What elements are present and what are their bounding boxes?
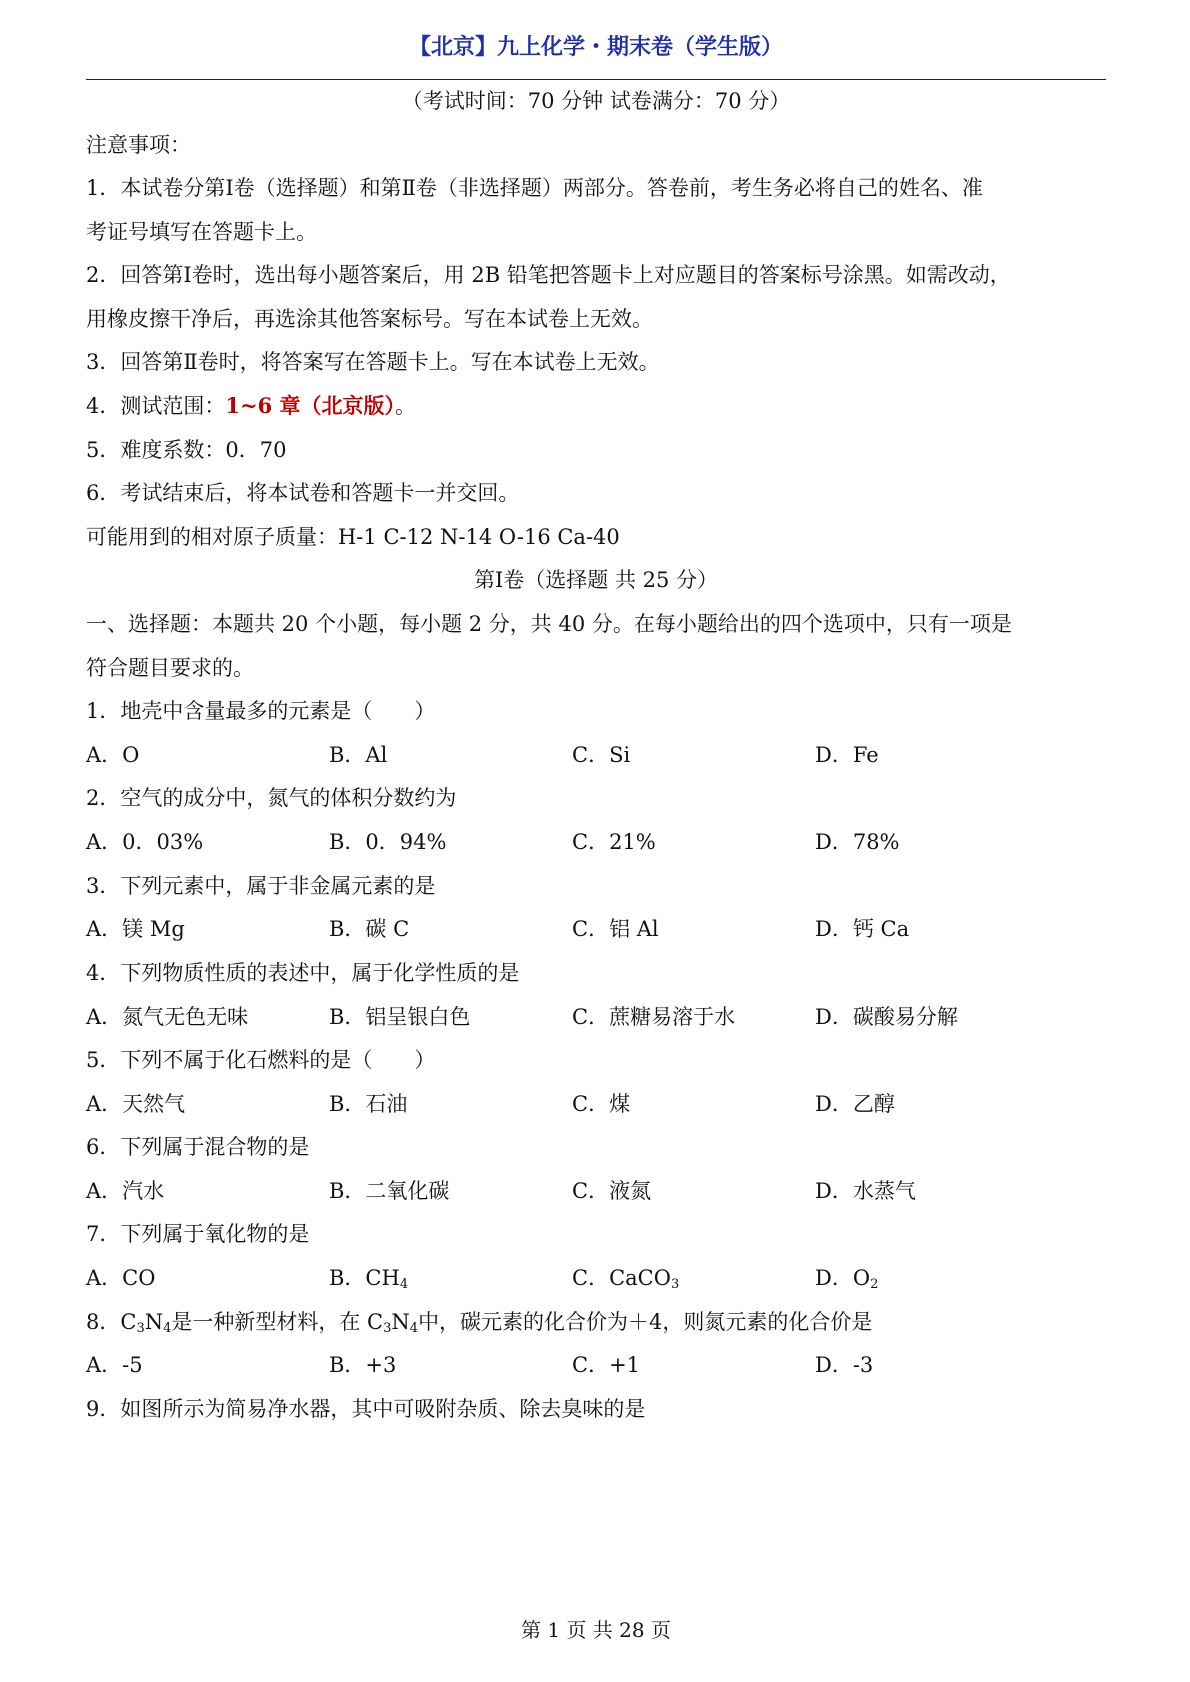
section-desc-a: 一、选择题：本题共 20 个小题，每小题 2 分，共 40 分。在每小题给出的四个选项中，只有一项是	[86, 612, 1012, 636]
option-c[interactable]: C．铝 Al	[572, 917, 659, 941]
question-stem: 3．下列元素中，属于非金属元素的是	[86, 874, 436, 898]
subscript: 4	[409, 1321, 419, 1336]
notice-item-1b: 考证号填写在答题卡上。	[86, 220, 317, 244]
option-c[interactable]: C．Si	[572, 743, 631, 767]
option-a[interactable]: A．天然气	[86, 1092, 186, 1116]
option-a[interactable]: A．-5	[86, 1353, 143, 1377]
section-title: 第Ⅰ卷（选择题 共 25 分）	[473, 568, 719, 592]
subscript: 2	[870, 1277, 879, 1292]
exam-info: （考试时间：70 分钟 试卷满分：70 分）	[401, 89, 791, 113]
question-options	[86, 914, 1106, 944]
question-stem: 9．如图所示为简易净水器，其中可吸附杂质、除去臭味的是	[86, 1397, 646, 1421]
notice-item-5: 5．难度系数：0．70	[86, 438, 287, 462]
option-d[interactable]	[815, 1263, 878, 1293]
option-d[interactable]: D．Fe	[815, 743, 879, 767]
option-c[interactable]: C．液氮	[572, 1179, 652, 1203]
option-a[interactable]: A．镁 Mg	[86, 917, 185, 941]
option-a[interactable]: A．氮气无色无味	[86, 1005, 249, 1029]
subscript: 3	[383, 1321, 392, 1336]
notice-item-4-prefix: 4．测试范围：	[86, 394, 226, 418]
option-d[interactable]: D．碳酸易分解	[815, 1005, 958, 1029]
option-a[interactable]: A．汽水	[86, 1179, 165, 1203]
notice-item-6: 6．考试结束后，将本试卷和答题卡一并交回。	[86, 481, 520, 505]
option-d[interactable]: D．乙醇	[815, 1092, 895, 1116]
page-footer: 第 1 页 共 28 页	[521, 1618, 671, 1642]
header-divider	[86, 79, 1106, 80]
question-options	[86, 1350, 1106, 1380]
notice-item-3: 3．回答第Ⅱ卷时，将答案写在答题卡上。写在本试卷上无效。	[86, 350, 660, 374]
notice-title: 注意事项：	[86, 133, 191, 157]
stem-text: N	[144, 1310, 164, 1334]
question-options	[86, 1263, 1106, 1293]
question-stem: 2．空气的成分中，氮气的体积分数约为	[86, 786, 457, 810]
stem-text: N	[391, 1310, 410, 1334]
question-stem: 7．下列属于氧化物的是	[86, 1222, 310, 1246]
question-options	[86, 740, 1106, 770]
option-c[interactable]: C．煤	[572, 1092, 631, 1116]
notice-item-4-suffix: 。	[395, 394, 417, 418]
subscript: 4	[163, 1321, 172, 1336]
option-a[interactable]: A．CO	[86, 1266, 156, 1290]
subscript: 3	[136, 1321, 145, 1336]
atomic-masses: 可能用到的相对原子质量：H-1 C-12 N-14 O-16 Ca-40	[86, 525, 620, 549]
option-b[interactable]: B．Al	[329, 743, 388, 767]
question-options	[86, 1002, 1106, 1032]
notice-item-1a: 1．本试卷分第Ⅰ卷（选择题）和第Ⅱ卷（非选择题）两部分。答卷前，考生务必将自己的姓名、准	[86, 176, 983, 200]
option-b[interactable]: B．+3	[329, 1353, 397, 1377]
question-options	[86, 827, 1106, 857]
notice-item-4	[86, 391, 1106, 421]
option-b[interactable]: B．碳 C	[329, 917, 410, 941]
option-c[interactable]: C．+1	[572, 1353, 641, 1377]
option-b[interactable]: B．二氧化碳	[329, 1179, 450, 1203]
question-stem: 1．地壳中含量最多的元素是（ ）	[86, 699, 436, 723]
question-stem	[86, 1307, 1106, 1337]
stem-text: 是一种新型材料，在 C	[171, 1310, 384, 1334]
question-options	[86, 1176, 1106, 1206]
stem-text: 8．C	[86, 1310, 137, 1334]
question-stem: 6．下列属于混合物的是	[86, 1135, 310, 1159]
option-c[interactable]: C．蔗糖易溶于水	[572, 1005, 736, 1029]
test-range: 1~6 章（北京版）	[225, 393, 396, 418]
page-header-title: 【北京】九上化学・期末卷（学生版）	[408, 35, 783, 60]
question-stem: 5．下列不属于化石燃料的是（ ）	[86, 1048, 436, 1072]
notice-item-2b: 用橡皮擦干净后，再选涂其他答案标号。写在本试卷上无效。	[86, 307, 653, 331]
option-d-text: D．O	[815, 1266, 871, 1290]
subscript: 3	[670, 1277, 680, 1292]
option-d[interactable]: D．钙 Ca	[815, 917, 910, 941]
option-b[interactable]: B．石油	[329, 1092, 408, 1116]
option-b[interactable]	[329, 1263, 408, 1293]
notice-item-2a: 2．回答第Ⅰ卷时，选出每小题答案后，用 2B 铅笔把答题卡上对应题目的答案标号涂黑。如需改动，	[86, 263, 1011, 287]
question-options	[86, 1089, 1106, 1119]
stem-text: 中，碳元素的化合价为＋4，则氮元素的化合价是	[418, 1310, 873, 1334]
section-desc-b: 符合题目要求的。	[86, 656, 254, 680]
option-c-text: C．CaCO	[572, 1266, 671, 1290]
option-b[interactable]: B．0．94%	[329, 830, 447, 854]
option-b[interactable]: B．铝呈银白色	[329, 1005, 471, 1029]
option-d[interactable]: D．-3	[815, 1353, 874, 1377]
option-c[interactable]: C．21%	[572, 830, 656, 854]
option-d[interactable]: D．78%	[815, 830, 900, 854]
option-a[interactable]: A．0．03%	[86, 830, 204, 854]
option-d[interactable]: D．水蒸气	[815, 1179, 916, 1203]
option-b-text: B．CH	[329, 1266, 400, 1290]
option-a[interactable]: A．O	[86, 743, 140, 767]
option-c[interactable]	[572, 1263, 679, 1293]
subscript: 4	[399, 1277, 409, 1292]
question-stem: 4．下列物质性质的表述中，属于化学性质的是	[86, 961, 520, 985]
